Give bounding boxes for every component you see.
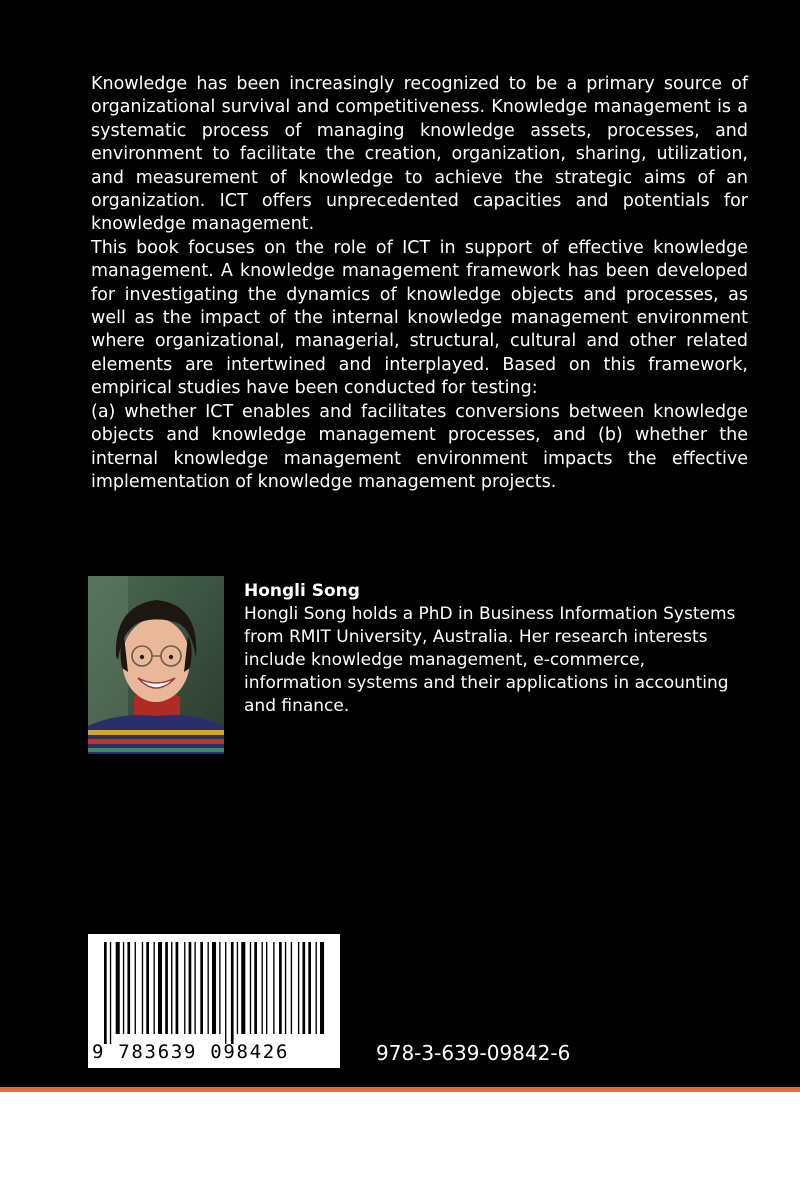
barcode-bar bbox=[254, 942, 257, 1034]
barcode-bar bbox=[158, 942, 162, 1034]
author-section bbox=[244, 580, 744, 718]
barcode-bar bbox=[194, 942, 195, 1034]
barcode-bar bbox=[285, 942, 286, 1034]
barcode-bar bbox=[320, 942, 324, 1034]
barcode-bar bbox=[298, 942, 299, 1034]
barcode-bar bbox=[110, 942, 111, 1044]
barcode-bar bbox=[171, 942, 172, 1034]
barcode-bar bbox=[123, 942, 124, 1034]
barcode-bar bbox=[200, 942, 203, 1034]
barcode-bar bbox=[279, 942, 282, 1034]
barcode-bar bbox=[127, 942, 130, 1034]
description-paragraph-1: Knowledge has been increasingly recognized to be a primary source of organizational survival and competitiveness. Knowledge management is a systematic process of managing knowledge assets, processes, and environment to facilitate the creation, organization, sharing, utilization, and measurement of knowledge to achieve the strategic aims of an organization. ICT offers unprecedented capacities and potentials for knowledge management. bbox=[91, 74, 748, 235]
barcode-bar bbox=[291, 942, 292, 1034]
barcode-bar bbox=[116, 942, 120, 1034]
barcode-bar bbox=[176, 942, 179, 1034]
accent-stripe bbox=[0, 1087, 800, 1092]
barcode-digits: 9 783639 098426 bbox=[92, 1041, 290, 1063]
barcode-bar bbox=[165, 942, 168, 1034]
author-photo bbox=[88, 576, 224, 754]
barcode-bar bbox=[308, 942, 311, 1034]
description-paragraph-3: (a) whether ICT enables and facilitates conversions between knowledge objects and knowledge management processes, and (b) whether the internal knowledge management environment impacts the effective implementation of knowledge management projects. bbox=[91, 401, 748, 492]
barcode-bar bbox=[142, 942, 143, 1034]
author-name: Hongli Song bbox=[244, 581, 360, 601]
barcode-bar bbox=[237, 942, 238, 1034]
barcode-bar bbox=[219, 942, 220, 1034]
barcode-bar bbox=[266, 942, 267, 1034]
isbn-number: 978-3-639-09842-6 bbox=[376, 1041, 571, 1065]
barcode-bar bbox=[208, 942, 209, 1034]
barcode-bar bbox=[154, 942, 155, 1034]
barcode-bar bbox=[262, 942, 263, 1034]
barcode-bar bbox=[135, 942, 136, 1034]
book-description bbox=[91, 73, 748, 494]
barcode-bar bbox=[225, 942, 226, 1044]
barcode-bar bbox=[241, 942, 245, 1034]
description-paragraph-2: This book focuses on the role of ICT in support of effective knowledge management. A knowledge management framework has been developed for investigating the dynamics of knowledge objects and processes, as well as the impact of the internal knowledge management environment where organizational, managerial, structural, cultural and other related elements are intertwined and interplayed. Based on this framework, empirical studies have been conducted for testing: bbox=[91, 237, 748, 399]
barcode-bar bbox=[250, 942, 251, 1034]
barcode-bar bbox=[302, 942, 305, 1034]
barcode-bar bbox=[273, 942, 274, 1034]
author-bio: Hongli Song holds a PhD in Business Information Systems from RMIT University, Australia. Her research interests include knowledge management, e-commerce, information systems and their applications in accounting and finance. bbox=[244, 604, 736, 716]
barcode-bar bbox=[146, 942, 149, 1034]
barcode-bar bbox=[212, 942, 216, 1034]
barcode bbox=[88, 934, 340, 1068]
barcode-bar bbox=[104, 942, 107, 1044]
barcode-bar bbox=[316, 942, 317, 1034]
barcode-bar bbox=[231, 942, 234, 1044]
barcode-bar bbox=[184, 942, 185, 1034]
barcode-bar bbox=[189, 942, 192, 1034]
